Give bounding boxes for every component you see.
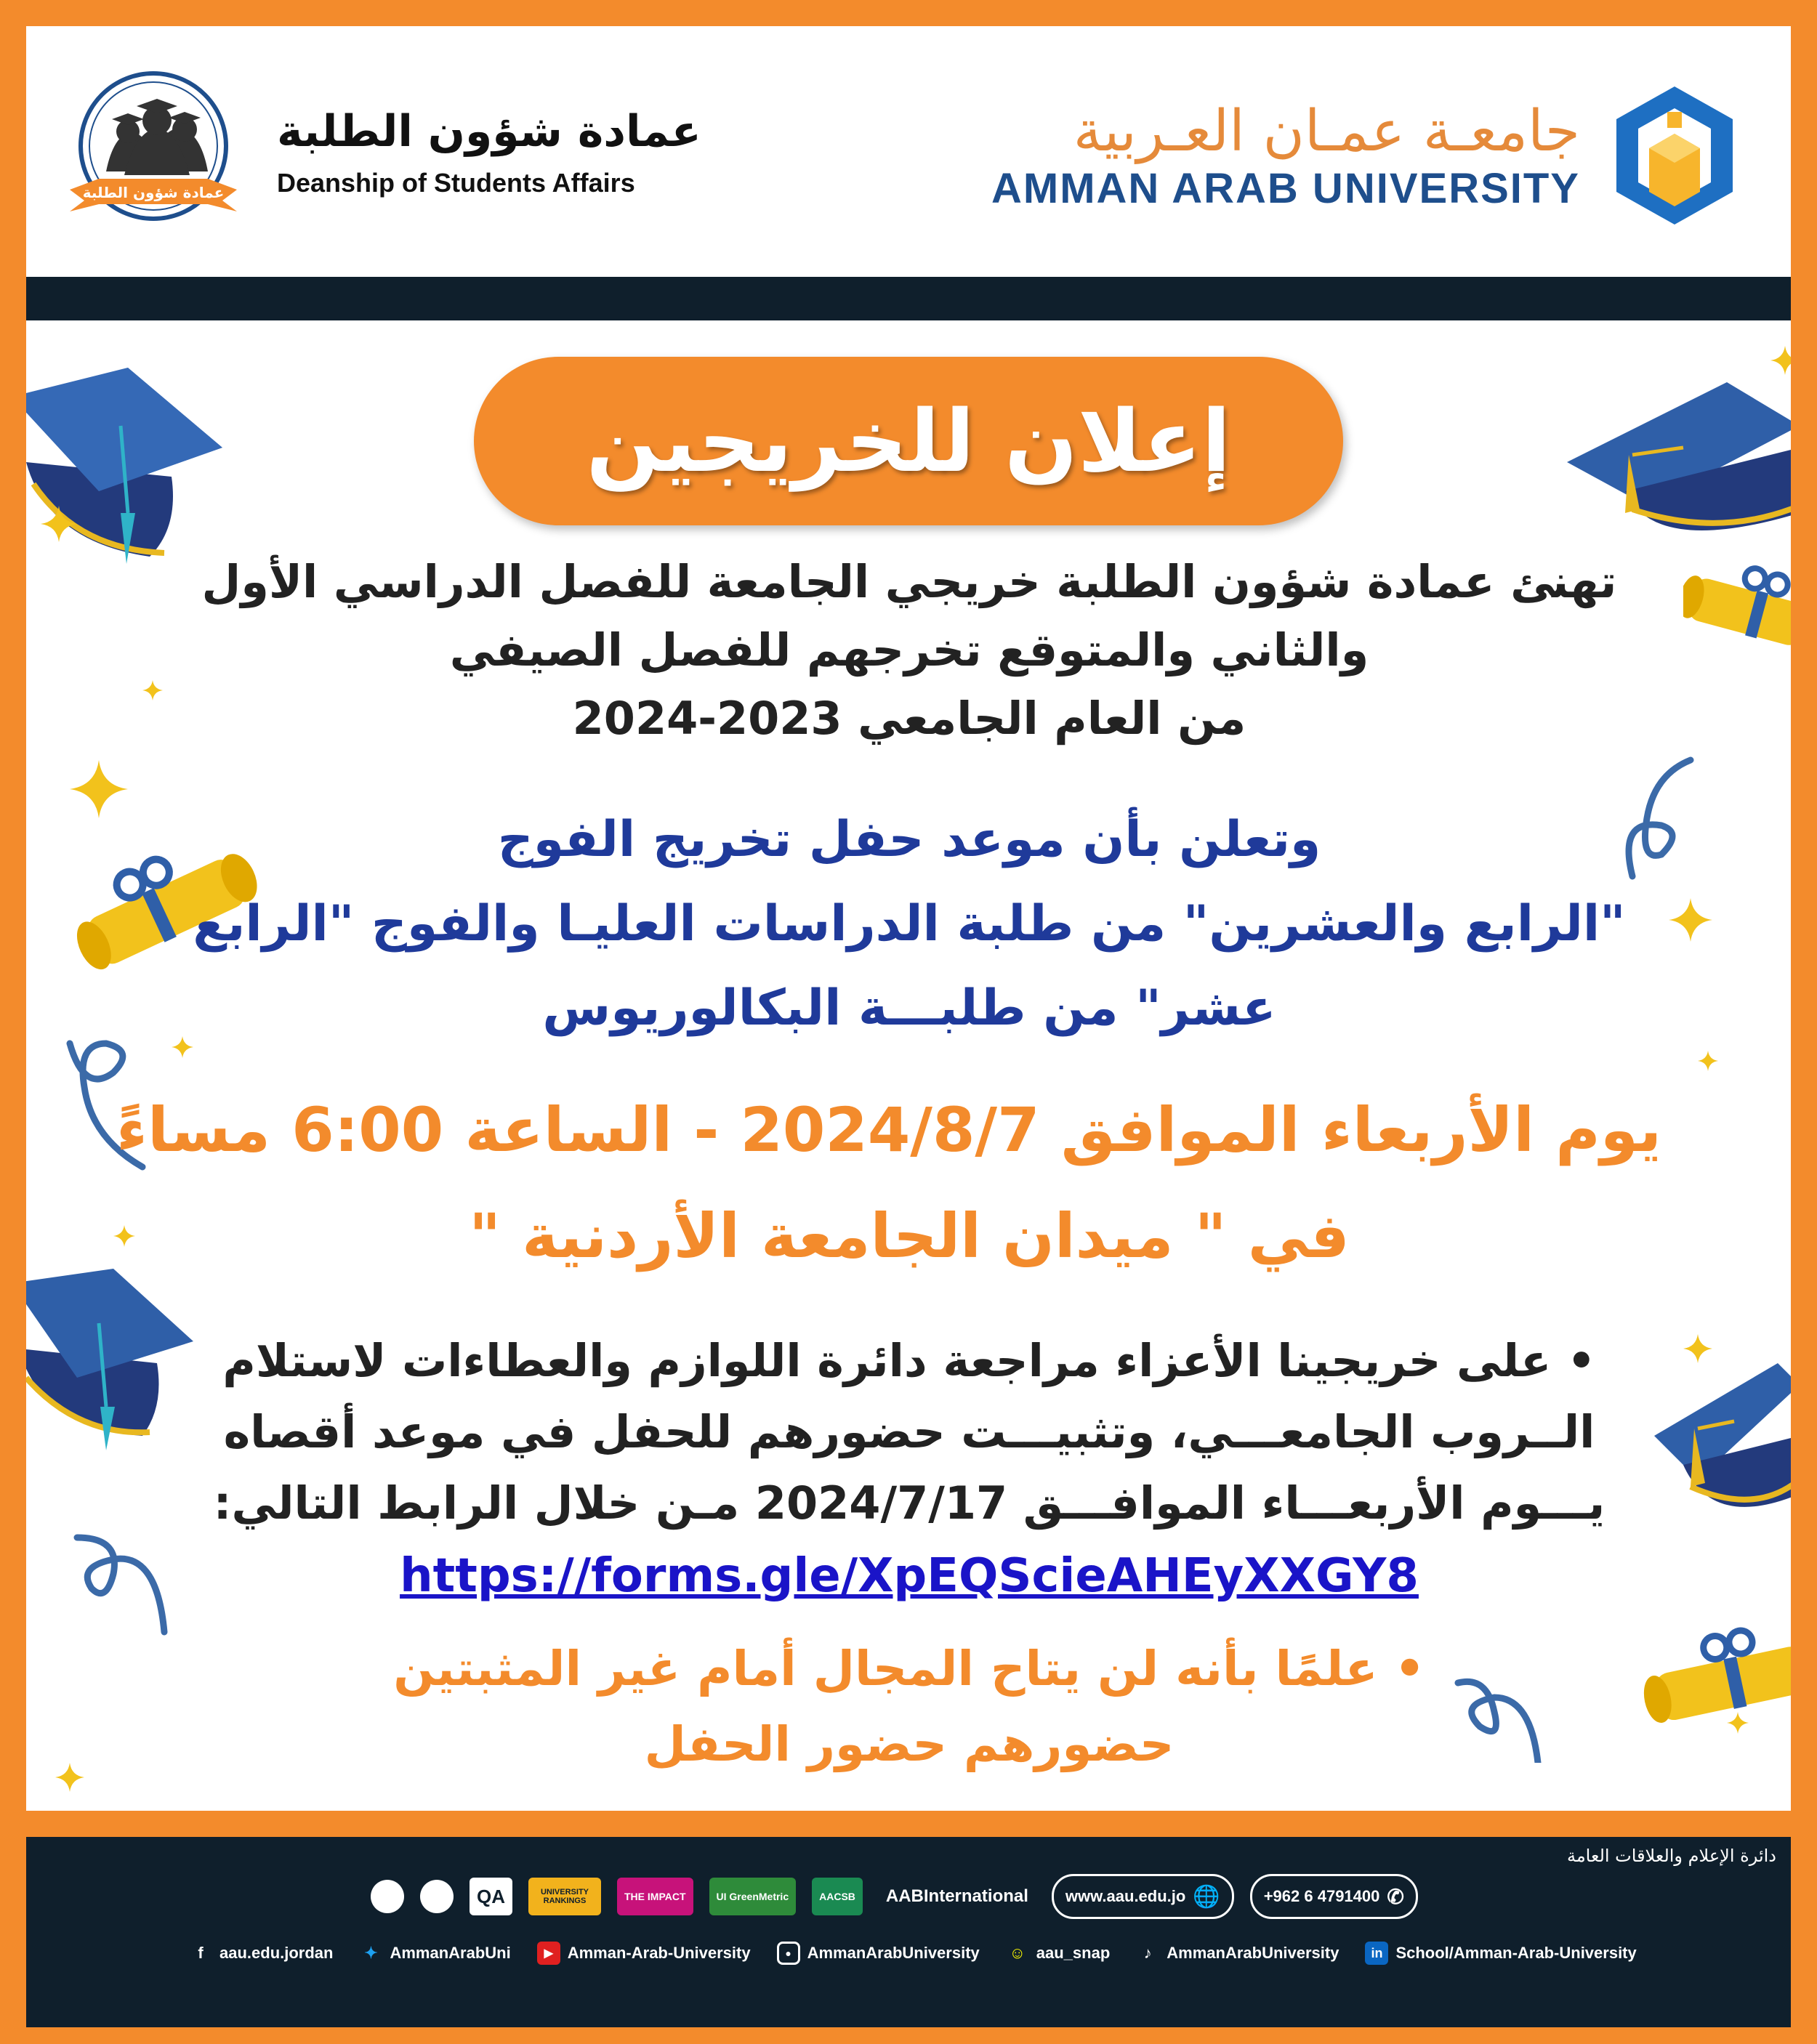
deanship-name-ar: عمادة شؤون الطلبة [277, 106, 701, 157]
dnv-badge-icon [420, 1880, 454, 1913]
instagram-icon: ● [777, 1942, 800, 1965]
accreditation-badges [371, 1867, 1418, 1926]
phone-pill[interactable] [1250, 1874, 1418, 1919]
announcement-line-3: عشر" من طلبـــة البكالوريوس [542, 979, 1276, 1037]
graduation-cap-icon [1654, 1356, 1791, 1530]
sparkle-icon [41, 506, 77, 542]
header [26, 26, 1791, 277]
jordan-badge-icon [371, 1880, 404, 1913]
sparkle-icon [1669, 898, 1712, 942]
note-line-1: • علمًا بأنه لن يتاح المجال أمام غير المثبتين [393, 1641, 1425, 1697]
title-banner [474, 357, 1343, 525]
event-venue-line: في " ميدان الجامعة الأردنية " [469, 1200, 1350, 1272]
sparkle-icon [1727, 1712, 1749, 1734]
announcement-line-1: وتعلن بأن موعد حفل تخريج الفوج [497, 811, 1321, 868]
website-text: www.aau.edu.jo [1065, 1887, 1186, 1905]
snapchat-icon: ☺ [1009, 1944, 1026, 1962]
social-label: aau_snap [1036, 1944, 1111, 1962]
social-youtube[interactable] [537, 1942, 751, 1965]
social-linkedin[interactable] [1365, 1942, 1636, 1965]
social-label: AmmanArabUniversity [807, 1944, 980, 1962]
youtube-icon: ▶ [537, 1942, 560, 1965]
aacsb-badge: AACSB [812, 1878, 863, 1915]
rankings-badge: UNIVERSITY RANKINGS [528, 1878, 601, 1915]
congrats-line-1: تهنئ عمادة شؤون الطلبة خريجي الجامعة للفصل الدراسي الأول [201, 555, 1617, 608]
social-tiktok[interactable] [1136, 1942, 1339, 1965]
website-pill[interactable] [1052, 1874, 1234, 1919]
graduation-cap-icon [26, 346, 230, 586]
social-label: AmmanArabUni [390, 1944, 511, 1962]
footer [0, 1811, 1817, 2044]
tiktok-icon: ♪ [1143, 1944, 1152, 1962]
page-title: إعلان للخريجين [586, 391, 1231, 491]
sparkle-icon [1698, 1051, 1718, 1071]
graduation-cap-icon [1560, 346, 1791, 564]
event-date-line: يوم الأربعاء الموافق 2024/8/7 - الساعة 6:00 مساءً [116, 1094, 1661, 1166]
note-line-2: حضورهم حضور الحفل [644, 1716, 1175, 1772]
footer-background [26, 1837, 1791, 2027]
facebook-icon: f [198, 1944, 204, 1962]
instructions-line-1: • على خريجينا الأعزاء مراجعة دائرة اللوازم والعطاءات لاستلام [222, 1334, 1596, 1387]
congrats-line-2: والثاني والمتوقع تخرجهم للفصل الصيفي [449, 623, 1369, 676]
sparkle-icon [172, 1036, 193, 1058]
sparkle-icon [70, 760, 128, 818]
social-label: Amman-Arab-University [567, 1944, 751, 1962]
sparkle-icon [1683, 1334, 1712, 1363]
social-label: aau.edu.jordan [219, 1944, 334, 1962]
instructions-line-3: يـــوم الأربعـــاء الموافـــق 2024/7/17 مـن خلال الرابط التالي: [213, 1477, 1606, 1530]
diploma-scroll-icon [1683, 549, 1791, 666]
registration-link[interactable]: https://forms.gle/XpEQScieAHEyXXGY8 [400, 1549, 1419, 1603]
svg-text:عمادة شؤون الطلبة: عمادة شؤون الطلبة [82, 184, 225, 201]
university-name-en: AMMAN ARAB UNIVERSITY [991, 165, 1580, 212]
social-twitter[interactable] [359, 1942, 510, 1965]
social-label: School/Amman-Arab-University [1395, 1944, 1637, 1962]
sparkle-icon [113, 1225, 135, 1247]
phone-icon: ✆ [1387, 1885, 1404, 1908]
deanship-name-en: Deanship of Students Affairs [277, 168, 635, 198]
header-divider-bar [26, 277, 1791, 320]
aab-badge: AABInternational [885, 1886, 1028, 1906]
greenmetric-badge: UI GreenMetric [709, 1878, 797, 1915]
footer-department: دائرة الإعلام والعلاقات العامة [1566, 1846, 1776, 1866]
social-label: AmmanArabUniversity [1167, 1944, 1339, 1962]
social-snapchat[interactable] [1006, 1942, 1111, 1965]
social-facebook[interactable] [189, 1942, 333, 1965]
squiggle-icon [70, 1523, 172, 1639]
social-instagram[interactable] [777, 1942, 980, 1965]
poster-frame [26, 26, 1791, 1811]
sparkle-icon [1770, 346, 1791, 375]
the-impact-badge: THE IMPACT [617, 1878, 693, 1915]
twitter-icon: ✦ [364, 1944, 378, 1962]
university-logo-icon [1609, 83, 1740, 228]
qa-badge: QA [470, 1878, 512, 1915]
instructions-line-2: الــروب الجامعـــي، وتثبيـــت حضورهم للحفل في موعد أقصاه [223, 1405, 1595, 1458]
deanship-logo-icon [55, 62, 251, 237]
diploma-scroll-icon [1640, 1610, 1791, 1741]
globe-icon: 🌐 [1193, 1884, 1220, 1909]
phone-text: +962 6 4791400 [1263, 1887, 1380, 1905]
linkedin-icon: in [1365, 1942, 1388, 1965]
sparkle-icon [55, 1763, 84, 1792]
university-name-ar: جامعـة عمـان العـربية [1073, 99, 1580, 164]
congrats-line-3: من العام الجامعي 2023-2024 [572, 692, 1246, 745]
announcement-line-2: "الرابع والعشرين" من طلبة الدراسات العليـا والفوج "الرابع [193, 895, 1626, 953]
social-links [189, 1942, 1637, 1965]
